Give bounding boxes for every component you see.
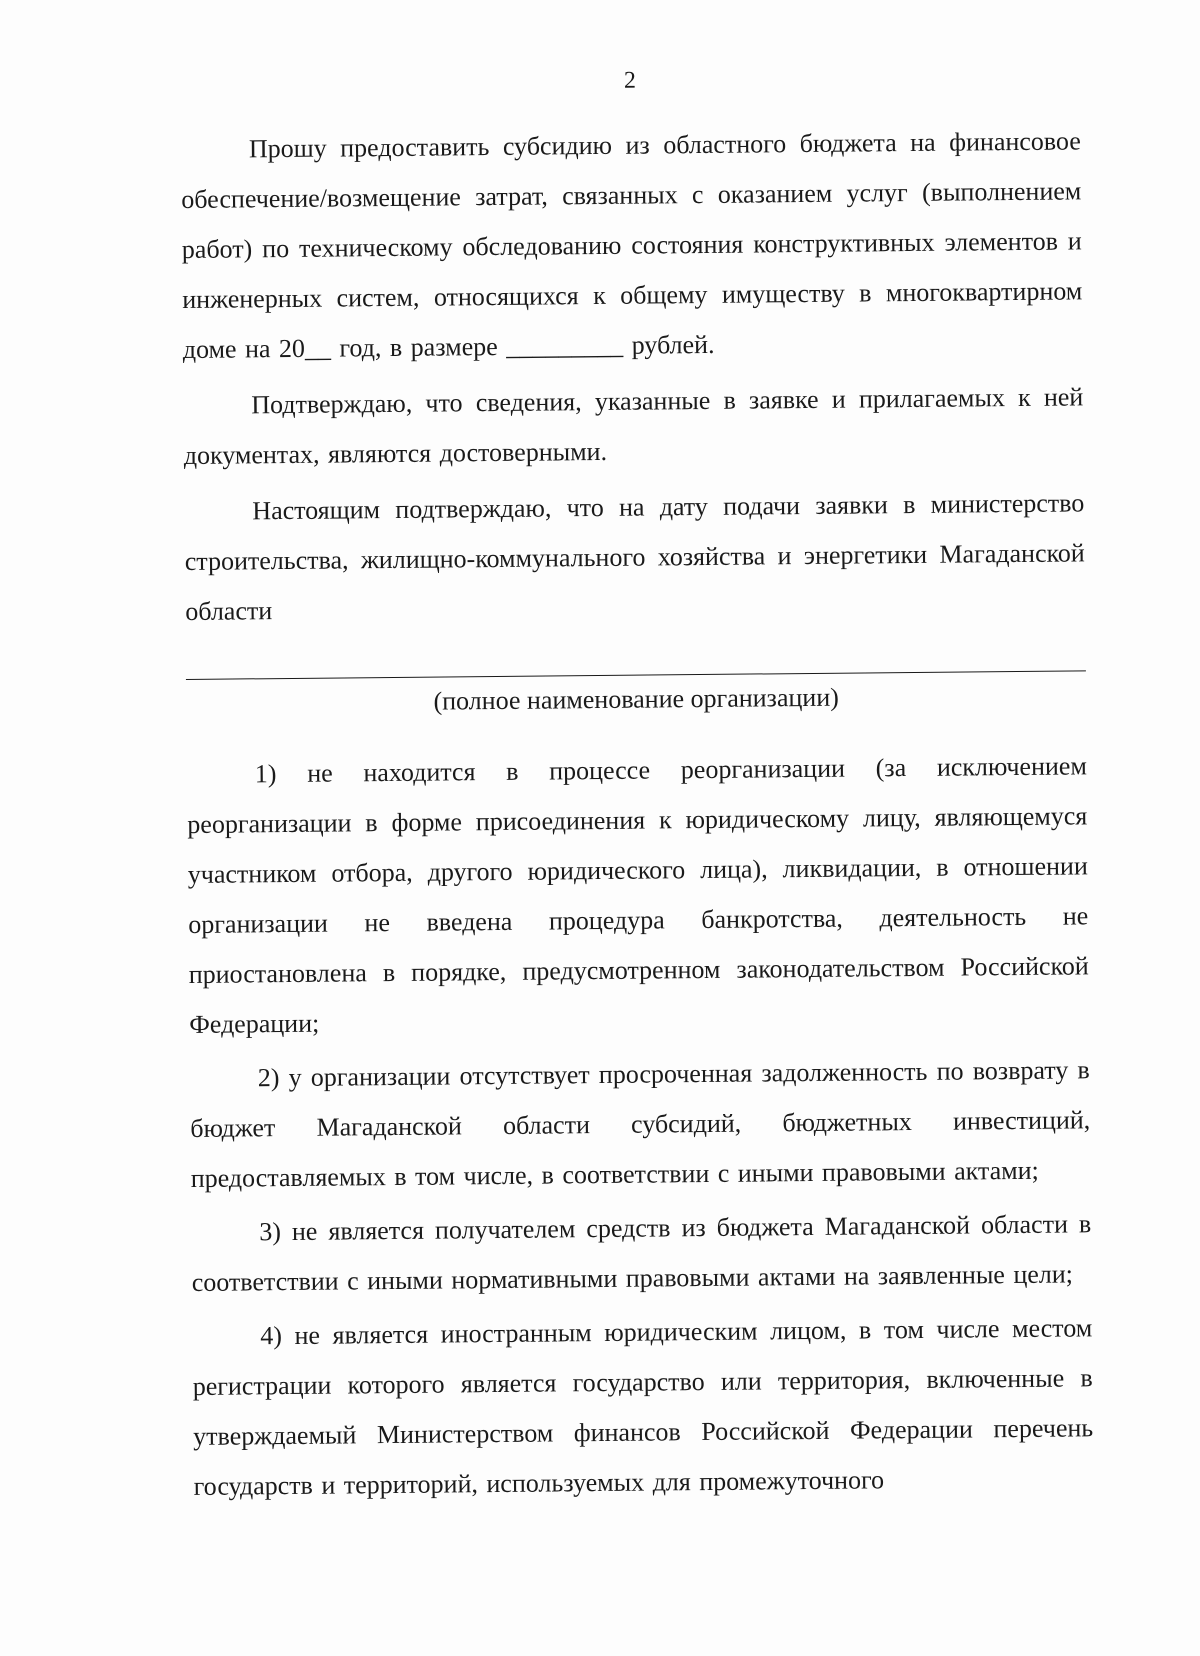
organization-name-blank-line (186, 642, 1086, 680)
organization-name-caption: (полное наименование организации) (433, 682, 839, 716)
document-body (180, 51, 1094, 1516)
paragraph-request: Прошу предоставить субсидию из областного бюджета на финансовое обеспечение/возмещение затрат, связанных с оказанием услуг (выполнением работ) по техническому обследованию состояния конструктивных элементов и инженерных систем, относящихся к общему имуществу в многоквартирном доме на 20__ год, в размере _________ рублей. (181, 126, 1083, 364)
list-item-1: 1) не находится в процессе реорганизации (за исключением реорганизации в форме присоединения к юридическому лицу, являющемуся участником отбора, другого юридического лица), ликвидации, в отношении организации не введена процедура банкротства, деятельность не приостановлена в порядке, предусмотренном законодательством Российской Федерации; (187, 751, 1089, 1039)
paragraph-confirm: Подтверждаю, что сведения, указанные в заявке и прилагаемых к ней документах, являются достоверными. (183, 382, 1084, 470)
list-item-4: 4) не является иностранным юридическим лицом, в том числе местом регистрации которого является государство или территория, включенные в утверждаемый Министерством финансов Российской Федерации перечень государств и территорий, используемых для промежуточного (192, 1313, 1094, 1501)
list-item-2: 2) у организации отсутствует просроченная задолженность по возврату в бюджет Магаданской области субсидий, бюджетных инвестиций, предоставляемых в том числе, в соответствии с иными правовыми актами; (190, 1055, 1091, 1193)
page-number: 2 (623, 67, 637, 94)
paragraph-declare: Настоящим подтверждаю, что на дату подачи заявки в министерство строительства, жилищно-коммунального хозяйства и энергетики Магаданской области (184, 488, 1085, 626)
list-item-3: 3) не является получателем средств из бюджета Магаданской области в соответствии с иными нормативными правовыми актами на заявленные цели; (191, 1209, 1092, 1297)
